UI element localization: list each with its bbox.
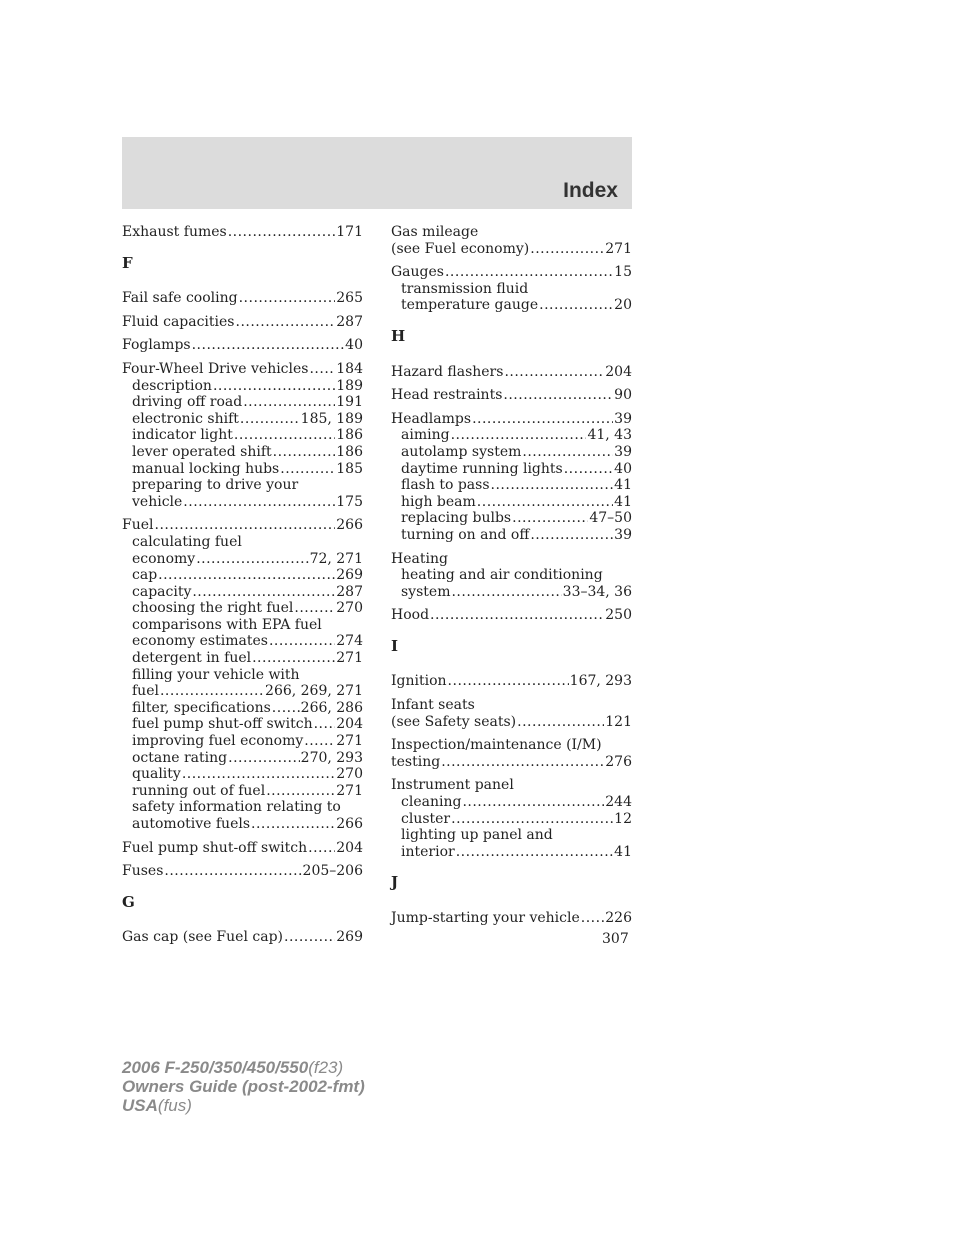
index-term-row [391, 754, 632, 771]
index-entry [391, 264, 632, 314]
index-entry [391, 910, 632, 927]
index-page-ref: 39 [614, 443, 632, 460]
index-term: fuel [132, 683, 159, 700]
index-letter-heading: I [391, 636, 399, 655]
index-page-ref: 274 [336, 633, 363, 650]
index-term: Headlamps [391, 410, 472, 427]
dot-leader [451, 584, 561, 601]
index-term: Inspection/maintenance (I/M) [391, 737, 602, 754]
index-term: Gas mileage [391, 224, 479, 240]
index-subentry [391, 527, 632, 544]
dot-leader [530, 527, 613, 544]
index-letter-heading: J [391, 873, 399, 892]
index-page-ref: 15 [614, 264, 632, 281]
footer-model-code: (f23) [308, 1058, 344, 1077]
index-term: Head restraints [391, 387, 503, 404]
index-term: lever operated shift [132, 443, 272, 460]
index-term: system [401, 583, 451, 600]
index-page-ref: 33–34, 36 [562, 583, 632, 600]
dot-leader [462, 794, 604, 811]
dot-leader [269, 633, 335, 650]
index-subentry [391, 444, 632, 461]
index-subentry [391, 827, 632, 844]
index-page-ref: 90 [614, 387, 632, 404]
index-letter-heading: H [391, 326, 406, 345]
dot-leader [164, 863, 301, 880]
index-term: Four-Wheel Drive vehicles [122, 360, 309, 377]
index-term-row [391, 411, 632, 428]
footer-guide-line [122, 1077, 365, 1096]
index-term: Infant seats [391, 697, 475, 714]
dot-leader [280, 461, 335, 478]
index-term: driving off road [132, 394, 243, 411]
index-term: cluster [401, 810, 451, 827]
dot-leader [517, 714, 604, 731]
index-term: safety information relating to [132, 799, 341, 816]
index-term-row [391, 737, 632, 754]
index-subentry [122, 567, 363, 584]
index-term: flash to pass [401, 477, 490, 494]
index-term: Heating [391, 550, 448, 567]
dot-leader [314, 716, 336, 733]
dot-leader [252, 650, 335, 667]
dot-leader [491, 477, 614, 494]
index-subentry [391, 844, 632, 861]
index-subentry [391, 494, 632, 511]
index-column-left [122, 224, 363, 953]
index-page-ref: 266, 269, 271 [265, 683, 363, 700]
index-subentry [122, 534, 363, 551]
index-subentry [391, 297, 632, 314]
index-subentry [391, 510, 632, 527]
index-entry [391, 673, 632, 690]
index-subentry [391, 567, 632, 584]
dot-leader [183, 494, 335, 511]
dot-leader [539, 297, 613, 314]
index-subentry [122, 600, 363, 617]
footer-region: USA [122, 1096, 158, 1115]
dot-leader [308, 840, 335, 857]
index-letter-heading: G [122, 892, 135, 911]
index-term: autolamp system [401, 443, 522, 460]
index-subentry [122, 394, 363, 411]
index-subentry [122, 444, 363, 461]
dot-leader [228, 750, 300, 767]
dot-leader [158, 567, 335, 584]
dot-leader [272, 700, 300, 717]
dot-leader [239, 290, 336, 307]
dot-leader [243, 394, 335, 411]
index-term: Gas cap (see Fuel cap) [122, 929, 283, 946]
index-term-row [122, 840, 363, 857]
dot-leader [522, 444, 613, 461]
index-subentry [122, 477, 363, 494]
index-page-ref: 41 [614, 477, 632, 494]
index-term-row [391, 910, 632, 927]
index-term: choosing the right fuel [132, 600, 294, 617]
index-term: temperature gauge [401, 297, 539, 314]
index-term: Hood [391, 607, 430, 624]
index-subentry [122, 700, 363, 717]
index-entry [122, 337, 363, 354]
dot-leader [456, 844, 613, 861]
index-term: (see Safety seats) [391, 713, 517, 730]
index-page-ref: 40 [614, 460, 632, 477]
index-term: Fuel [122, 517, 154, 534]
index-page-ref: 269 [336, 567, 363, 584]
index-page-ref: 205–206 [302, 863, 363, 880]
index-page-ref: 204 [605, 363, 632, 380]
index-page-ref: 41 [614, 843, 632, 860]
index-page-ref: 189 [336, 377, 363, 394]
dot-leader [266, 783, 335, 800]
index-subentry [122, 494, 363, 511]
index-entry [122, 224, 363, 241]
index-page-ref: 185, 189 [300, 410, 363, 427]
index-page-ref: 47–50 [589, 510, 632, 527]
dot-leader [294, 600, 335, 617]
footer-region-line [122, 1096, 365, 1115]
document-footer [122, 1058, 365, 1115]
dot-leader [155, 517, 336, 534]
index-term: Foglamps [122, 337, 191, 354]
index-page-ref: 185 [336, 460, 363, 477]
dot-leader [273, 444, 336, 461]
footer-region-code: (fus) [157, 1096, 192, 1115]
index-term: cap [132, 567, 158, 584]
index-page-ref: 204 [336, 716, 363, 733]
index-term: Exhaust fumes [122, 224, 227, 240]
index-subentry [122, 766, 363, 783]
index-subentry [122, 551, 363, 568]
index-page-ref: 271 [336, 733, 363, 750]
index-page-ref: 266 [336, 517, 363, 534]
index-term-row [391, 697, 632, 714]
index-term: running out of fuel [132, 782, 266, 799]
dot-leader [581, 910, 604, 927]
index-page-ref: 270 [336, 600, 363, 617]
index-term: quality [132, 766, 181, 783]
index-subentry [122, 750, 363, 767]
dot-leader [234, 427, 335, 444]
index-subentry [122, 633, 363, 650]
index-entry [391, 364, 632, 381]
index-page-ref: 276 [605, 753, 632, 770]
index-term: indicator light [132, 427, 233, 444]
index-page-ref: 271 [605, 240, 632, 257]
index-entry [391, 551, 632, 601]
index-page-ref: 171 [336, 224, 363, 240]
index-page-ref: 40 [345, 337, 363, 354]
index-term: automotive fuels [132, 816, 251, 832]
index-term-row [391, 673, 632, 690]
index-page-ref: 12 [614, 810, 632, 827]
index-page-ref: 226 [605, 910, 632, 926]
dot-leader [472, 411, 613, 428]
index-term: capacity [132, 583, 192, 600]
dot-leader [251, 816, 335, 833]
index-term-row [391, 241, 632, 258]
index-term: heating and air conditioning [401, 567, 603, 584]
index-subentry [122, 683, 363, 700]
index-subentry [391, 794, 632, 811]
index-subentry [122, 427, 363, 444]
index-term: comparisons with EPA fuel [132, 616, 322, 633]
index-subentry [122, 411, 363, 428]
index-subentry [122, 461, 363, 478]
index-term: Instrument panel [391, 777, 514, 794]
index-term-row [122, 929, 363, 946]
dot-leader [213, 378, 335, 395]
footer-model: 2006 F-250/350/450/550 [122, 1058, 309, 1077]
index-term-row [391, 364, 632, 381]
index-term-row [391, 551, 632, 568]
dot-leader [228, 224, 336, 241]
index-entry [122, 840, 363, 857]
index-term: economy [132, 550, 196, 567]
index-subentry [122, 816, 363, 833]
index-subentry [391, 281, 632, 298]
index-subentry [122, 617, 363, 634]
index-entry [122, 929, 363, 946]
index-term: Gauges [391, 264, 444, 281]
index-subentry [391, 461, 632, 478]
index-subentry [391, 477, 632, 494]
index-term: high beam [401, 493, 476, 510]
footer-guide: Owners Guide (post-2002-fmt) [122, 1077, 365, 1096]
index-entry [122, 863, 363, 880]
index-entry [122, 361, 363, 510]
dot-leader [477, 494, 613, 511]
dot-leader [530, 241, 604, 258]
index-term: filling your vehicle with [132, 666, 300, 683]
dot-leader [512, 510, 588, 527]
index-page-ref: 244 [605, 794, 632, 811]
index-term: manual locking hubs [132, 460, 280, 477]
index-term-row [391, 387, 632, 404]
index-entry [122, 517, 363, 832]
index-page-ref: 271 [336, 782, 363, 799]
index-entry [122, 290, 363, 307]
index-subentry [391, 427, 632, 444]
index-page-ref: 72, 271 [309, 550, 363, 567]
index-term: turning on and off [401, 526, 530, 543]
index-term: lighting up panel and [401, 827, 553, 844]
index-term: preparing to drive your [132, 477, 299, 494]
index-page-ref: 266, 286 [300, 699, 363, 716]
index-term-row [391, 777, 632, 794]
dot-leader [504, 364, 604, 381]
index-term: Ignition [391, 673, 447, 690]
index-term: electronic shift [132, 410, 239, 427]
index-term: description [132, 377, 212, 394]
index-page-ref: 204 [336, 839, 363, 856]
index-page-ref: 175 [336, 493, 363, 510]
index-letter-heading: F [122, 253, 133, 272]
index-term-row [122, 314, 363, 331]
index-page-ref: 39 [614, 526, 632, 543]
index-page-ref: 186 [336, 427, 363, 444]
index-term: Jump-starting your vehicle [391, 910, 580, 926]
index-page-ref: 191 [336, 394, 363, 411]
index-term: detergent in fuel [132, 650, 252, 667]
index-page-ref: 270, 293 [300, 749, 363, 766]
index-entry [391, 387, 632, 404]
dot-leader [309, 361, 335, 378]
index-term-row [122, 863, 363, 880]
dot-leader [196, 551, 308, 568]
index-entry [391, 224, 632, 257]
index-subentry [391, 584, 632, 601]
index-entry [391, 737, 632, 770]
dot-leader [430, 607, 604, 624]
dot-leader [503, 387, 613, 404]
index-term-row [122, 290, 363, 307]
header-band [122, 137, 632, 209]
index-page-ref: 41, 43 [587, 427, 632, 444]
index-term: octane rating [132, 749, 228, 766]
index-term: Fail safe cooling [122, 290, 238, 307]
index-subentry [122, 584, 363, 601]
index-subentry [122, 716, 363, 733]
dot-leader [240, 411, 300, 428]
index-term: Hazard flashers [391, 363, 504, 380]
dot-leader [236, 314, 336, 331]
index-page-ref: 269 [336, 929, 363, 946]
dot-leader [192, 337, 345, 354]
index-page-ref: 184 [336, 360, 363, 377]
index-page-ref: 250 [605, 607, 632, 624]
index-term: Fuel pump shut-off switch [122, 839, 308, 856]
index-term: aiming [401, 427, 450, 444]
footer-model-line [122, 1058, 365, 1077]
index-page-ref: 186 [336, 443, 363, 460]
dot-leader [445, 264, 613, 281]
index-term-row [122, 517, 363, 534]
index-term: calculating fuel [132, 533, 242, 550]
dot-leader [284, 929, 335, 946]
index-term-row [391, 714, 632, 731]
index-page-ref: 266 [336, 816, 363, 832]
index-term-row [122, 224, 363, 241]
dot-leader [564, 461, 613, 478]
dot-leader [441, 754, 604, 771]
dot-leader [182, 766, 335, 783]
index-entry [122, 314, 363, 331]
index-term-row [391, 264, 632, 281]
dot-leader [160, 683, 264, 700]
index-term-row [391, 224, 632, 241]
index-subentry [391, 811, 632, 828]
index-term: fuel pump shut-off switch [132, 716, 313, 733]
index-term: transmission fluid [401, 280, 529, 297]
dot-leader [451, 811, 613, 828]
index-entry [391, 697, 632, 730]
index-page-ref: 39 [614, 410, 632, 427]
index-entry [391, 411, 632, 544]
dot-leader [448, 673, 569, 690]
index-page-ref: 287 [336, 583, 363, 600]
dot-leader [304, 733, 335, 750]
index-term: interior [401, 843, 455, 860]
dot-leader [192, 584, 335, 601]
index-page-ref: 271 [336, 650, 363, 667]
index-term: replacing bulbs [401, 510, 512, 527]
index-entry [391, 777, 632, 860]
index-term: vehicle [132, 493, 183, 510]
index-term: filter, specifications [132, 699, 271, 716]
index-term-row [122, 337, 363, 354]
index-subentry [122, 783, 363, 800]
index-column-right [391, 224, 632, 934]
page-number: 307 [602, 931, 629, 947]
index-page-ref: 265 [336, 290, 363, 307]
index-term: Fluid capacities [122, 313, 235, 330]
index-term: economy estimates [132, 633, 268, 650]
index-term: testing [391, 753, 441, 770]
index-term: improving fuel economy [132, 733, 304, 750]
index-term: Fuses [122, 863, 164, 880]
section-title: Index [563, 179, 618, 202]
index-term-row [391, 607, 632, 624]
index-page-ref: 20 [614, 297, 632, 314]
index-term: daytime running lights [401, 460, 563, 477]
index-term: cleaning [401, 794, 462, 811]
index-term-row [122, 361, 363, 378]
index-entry [391, 607, 632, 624]
index-subentry [122, 650, 363, 667]
index-page-ref: 287 [336, 313, 363, 330]
index-page-ref: 167, 293 [569, 673, 632, 690]
index-page-ref: 121 [605, 713, 632, 730]
index-page-ref: 41 [614, 493, 632, 510]
index-subentry [122, 378, 363, 395]
index-page-ref: 270 [336, 766, 363, 783]
dot-leader [451, 427, 587, 444]
index-term: (see Fuel economy) [391, 240, 530, 257]
index-subentry [122, 733, 363, 750]
index-subentry [122, 667, 363, 684]
index-subentry [122, 799, 363, 816]
